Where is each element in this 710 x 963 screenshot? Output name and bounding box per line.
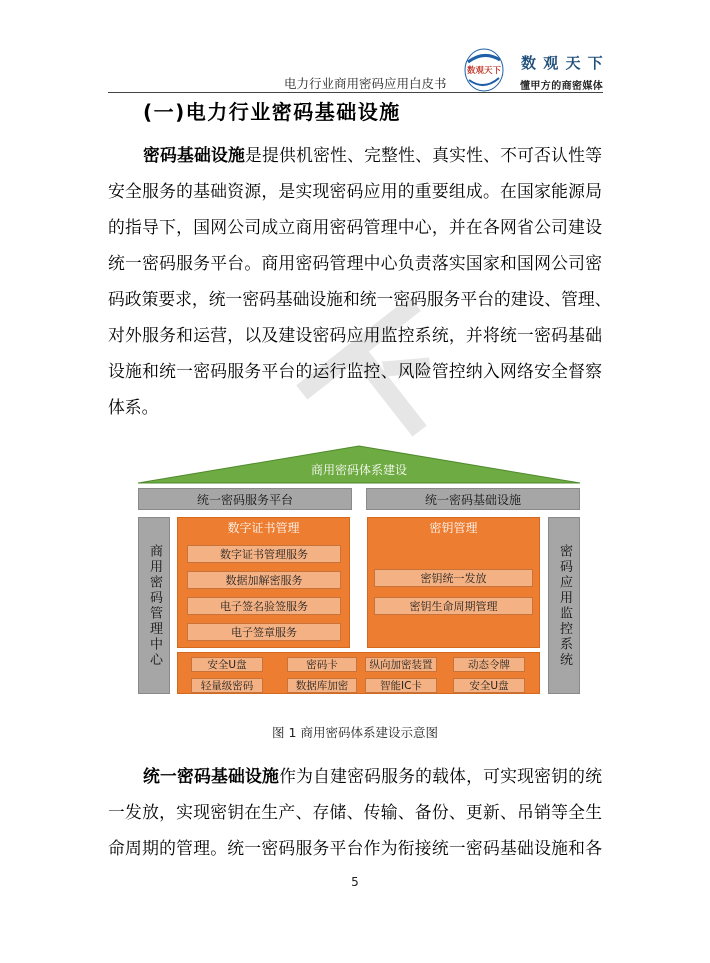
paragraph-line <box>108 830 602 866</box>
service-item: 密钥生命周期管理 <box>374 597 533 615</box>
service-item: 密钥统一发放 <box>374 569 533 587</box>
paragraph-line <box>108 281 612 317</box>
bold-term: 统一密码基础设施 <box>143 766 280 786</box>
service-item: 电子签章服务 <box>187 623 341 641</box>
line-text: 安全服务的基础资源，是实现密码应用的重要组成。在国家能源局 <box>108 181 602 201</box>
device-item: 数据库加密 <box>287 678 357 693</box>
platform-box-service <box>138 488 352 510</box>
device-item: 安全U盘 <box>191 657 263 672</box>
module-cert-management <box>177 517 350 648</box>
brand-name: 数 观 天 下 <box>521 54 604 72</box>
roof-banner-label: 商用密码体系建设 <box>310 463 407 477</box>
line-text: 是提供机密性、完整性、真实性、不可否认性等 <box>245 145 602 165</box>
line-text: 命周期的管理。统一密码服务平台作为衔接统一密码基础设施和各 <box>108 838 602 858</box>
side-column-monitoring-system <box>548 517 580 694</box>
line-text: 作为自建密码服务的载体，可实现密钥的统 <box>279 766 602 786</box>
line-text: 一发放，实现密钥在生产、存储、传输、备份、更新、吊销等全生 <box>108 802 602 822</box>
line-text: 的指导下，国网公司成立商用密码管理中心，并在各网省公司建设 <box>108 217 602 237</box>
module-title: 密钥管理 <box>429 521 478 535</box>
paragraph-crypto-infrastructure <box>108 137 612 425</box>
line-text: 对外服务和运营，以及建设密码应用监控系统，并将统一密码基础 <box>108 325 602 345</box>
paragraph-line <box>108 758 602 794</box>
device-item: 动态令牌 <box>453 657 525 672</box>
device-item: 安全U盘 <box>453 678 525 693</box>
bold-term: 密码基础设施 <box>143 145 246 165</box>
service-item: 电子签名验签服务 <box>187 597 341 615</box>
brand-logo <box>463 47 505 93</box>
device-item: 轻量级密码 <box>191 678 263 693</box>
device-item: 纵向加密装置 <box>365 657 437 672</box>
paragraph-line <box>108 209 602 245</box>
line-text: 统一密码服务平台。商用密码管理中心负责落实国家和国网公司密 <box>108 253 602 273</box>
side-column-label: 商用密码管理中心 <box>147 543 162 668</box>
figure-caption: 图 1 商用密码体系建设示意图 <box>272 725 438 740</box>
brand-logo-text: 数观天下 <box>466 66 502 76</box>
line-text: 体系。 <box>108 397 159 417</box>
side-column-label: 密码应用监控系统 <box>557 543 572 668</box>
module-title: 数字证书管理 <box>227 521 300 535</box>
module-key-management <box>367 517 540 648</box>
paragraph-line <box>108 389 602 425</box>
section-heading: (一)电力行业密码基础设施 <box>143 100 401 124</box>
brand-tagline: 懂甲方的商密媒体 <box>520 81 604 92</box>
device-item: 密码卡 <box>287 657 357 672</box>
paragraph-unified-infrastructure <box>108 758 602 866</box>
side-column-management-center <box>138 517 170 694</box>
paragraph-line <box>108 317 602 353</box>
platform-box-label: 统一密码基础设施 <box>424 492 521 507</box>
platform-box-infrastructure <box>366 488 580 510</box>
paragraph-line <box>108 173 602 209</box>
page-number: 5 <box>351 875 359 889</box>
paragraph-line <box>108 353 602 389</box>
line-text: 设施和统一密码服务平台的运行监控、风险管控纳入网络安全督察 <box>108 361 602 381</box>
paragraph-line <box>108 794 602 830</box>
device-item: 智能IC卡 <box>365 678 437 693</box>
line-text: 码政策要求，统一密码基础设施和统一密码服务平台的建设、管理、 <box>108 289 612 309</box>
paragraph-line <box>108 245 602 281</box>
platform-box-label: 统一密码服务平台 <box>196 492 293 507</box>
service-item: 数字证书管理服务 <box>187 545 341 563</box>
module-devices <box>177 652 540 694</box>
running-header-title: 电力行业商用密码应用白皮书 <box>284 76 447 91</box>
paragraph-line <box>108 137 602 173</box>
service-item: 数据加解密服务 <box>187 571 341 589</box>
